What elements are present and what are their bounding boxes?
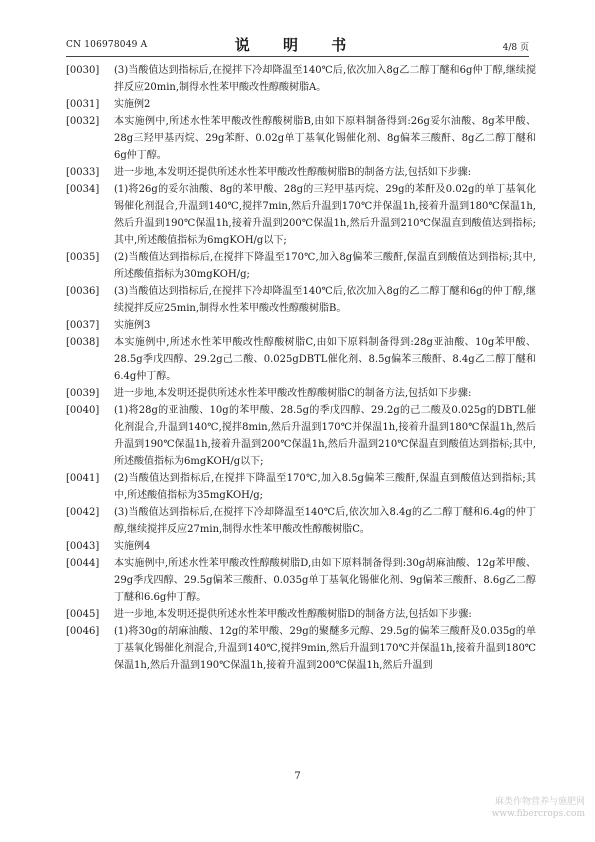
paragraph-number: [0040] [66, 405, 100, 416]
watermark-url: www.fibercrops.com [491, 809, 585, 819]
paragraph-text: 本实施例中,所述水性苯甲酸改性醇酸树脂D,由如下原料制备得到:30g胡麻油酸、12g苯甲酸、29g季戊四醇、29.5g偏苯三酸酐、0.035g单丁基氧化锡催化剂、9g偏苯三酸酐、8.6g乙二醇丁醚和6.6g仲丁醇。 [114, 558, 536, 603]
paragraph-text: 进一步地,本发明还提供所述水性苯甲酸改性醇酸树脂C的制备方法,包括如下步骤: [114, 388, 472, 399]
paragraph-number: [0045] [66, 609, 100, 620]
paragraph-text: (3)当酸值达到指标后,在搅拌下冷却降温至140℃后,依次加入8g乙二醇丁醚和6g仲丁醇,继续搅拌反应20min,制得水性苯甲酸改性醇酸树脂A。 [114, 65, 536, 93]
paragraph [66, 113, 536, 164]
paragraph-text: (1)将28g的亚油酸、10g的苯甲酸、28.5g的季戊四醇、29.2g的己二酸及0.025g的DBTL催化剂混合,升温到140℃,搅拌8min,然后升温到170℃并保温1h,接着升温到180℃保温1h,然后升温到190℃保温1h,接着升温到200℃保温1h,然后升温到210℃保温直到酸值达到指标;其中,所述酸值指标为6mgKOH/g以下; [114, 405, 536, 467]
document-title: 说 明 书 [234, 36, 361, 54]
paragraph [66, 623, 536, 674]
watermark-name: 麻类作物营养与施肥网 [494, 797, 585, 807]
paragraph [66, 470, 536, 504]
paragraph-text: (2)当酸值达到指标后,在搅拌下降温至170℃,加入8.5g偏苯三酸酐,保温直到酸值达到指标;其中,所述酸值指标为35mgKOH/g; [114, 473, 536, 501]
paragraph-text: 实施例4 [114, 541, 151, 552]
page-indicator: 4/8 页 [502, 43, 529, 53]
paragraph-number: [0033] [66, 167, 100, 178]
paragraph-text: (3)当酸值达到指标后,在搅拌下冷却降温至140℃后,依次加入8.4g的乙二醇丁醚和6.4g的仲丁醇,继续搅拌反应27min,制得水性苯甲酸改性醇酸树脂C。 [114, 507, 536, 535]
paragraph [66, 164, 536, 181]
paragraph-number: [0034] [66, 184, 100, 195]
paragraph [66, 283, 536, 317]
paragraph-text: (2)当酸值达到指标后,在搅拌下降温至170℃,加入8g偏苯三酸酐,保温直到酸值达到指标;其中,所述酸值指标为30mgKOH/g; [114, 252, 536, 280]
paragraph [66, 402, 536, 470]
paragraph-text: 进一步地,本发明还提供所述水性苯甲酸改性醇酸树脂D的制备方法,包括如下步骤: [114, 609, 472, 620]
paragraph-number: [0030] [66, 65, 100, 76]
watermark [492, 796, 585, 820]
paragraph-number: [0046] [66, 626, 100, 637]
paragraph-text: (1)将26g的妥尔油酸、8g的苯甲酸、28g的三羟甲基丙烷、29g的苯酐及0.02g的单丁基氧化锡催化剂混合,升温到140℃,搅拌7min,然后升温到170℃并保温1h,接着升温到180℃保温1h,然后升温到190℃保温1h,接着升温到200℃保温1h,然后升温到210℃保温直到酸值达到指标;其中,所述酸值指标为6mgKOH/g以下; [114, 184, 536, 246]
paragraph [66, 62, 536, 96]
paragraph-text: 实施例3 [114, 320, 151, 331]
paragraph [66, 96, 536, 113]
paragraph [66, 334, 536, 385]
paragraph [66, 606, 536, 623]
paragraph-text: (1)将30g的胡麻油酸、12g的苯甲酸、29g的聚醚多元醇、29.5g的偏苯三酸酐及0.035g的单丁基氧化锡催化剂混合,升温到140℃,搅拌9min,然后升温到170℃并保温1h,接着升温到180℃保温1h,然后升温到190℃保温1h,接着升温到200℃保温1h,然后升温到 [114, 626, 536, 671]
paragraph-text: 本实施例中,所述水性苯甲酸改性醇酸树脂B,由如下原料制备得到:26g妥尔油酸、8g苯甲酸、28g三羟甲基丙烷、29g苯酐、0.02g单丁基氧化锡催化剂、8g偏苯三酸酐、8g乙二醇丁醚和6g仲丁醇。 [114, 116, 536, 161]
paragraph [66, 555, 536, 606]
paragraph-number: [0036] [66, 286, 100, 297]
paragraph [66, 385, 536, 402]
paragraph-text: 本实施例中,所述水性苯甲酸改性醇酸树脂C,由如下原料制备得到:28g亚油酸、10g苯甲酸、28.5g季戊四醇、29.2g己二酸、0.025gDBTL催化剂、8.5g偏苯三酸酐、8.4g乙二醇丁醚和6.4g仲丁醇。 [114, 337, 536, 382]
paragraph-number: [0037] [66, 320, 100, 331]
paragraph-number: [0038] [66, 337, 100, 348]
header-rule [66, 56, 529, 57]
page-header [66, 36, 529, 54]
paragraph [66, 181, 536, 249]
paragraph [66, 538, 536, 555]
paragraph [66, 249, 536, 283]
paragraph-number: [0035] [66, 252, 100, 263]
paragraph-number: [0042] [66, 507, 100, 518]
paragraph-number: [0032] [66, 116, 100, 127]
publication-number: CN 106978049 A [66, 40, 148, 50]
paragraph [66, 317, 536, 334]
paragraph-number: [0044] [66, 558, 100, 569]
paragraph-number: [0031] [66, 99, 100, 110]
paragraph-number: [0041] [66, 473, 100, 484]
paragraph [66, 504, 536, 538]
paragraph-text: (3)当酸值达到指标后,在搅拌下冷却降温至140℃后,依次加入8g的乙二醇丁醚和6g的仲丁醇,继续搅拌反应25min,制得水性苯甲酸改性醇酸树脂B。 [114, 286, 536, 314]
paragraph-number: [0039] [66, 388, 100, 399]
document-body [66, 62, 536, 674]
paragraph-number: [0043] [66, 541, 100, 552]
paragraph-text: 进一步地,本发明还提供所述水性苯甲酸改性醇酸树脂B的制备方法,包括如下步骤: [114, 167, 472, 178]
page-number: 7 [294, 771, 301, 782]
paragraph-text: 实施例2 [114, 99, 151, 110]
